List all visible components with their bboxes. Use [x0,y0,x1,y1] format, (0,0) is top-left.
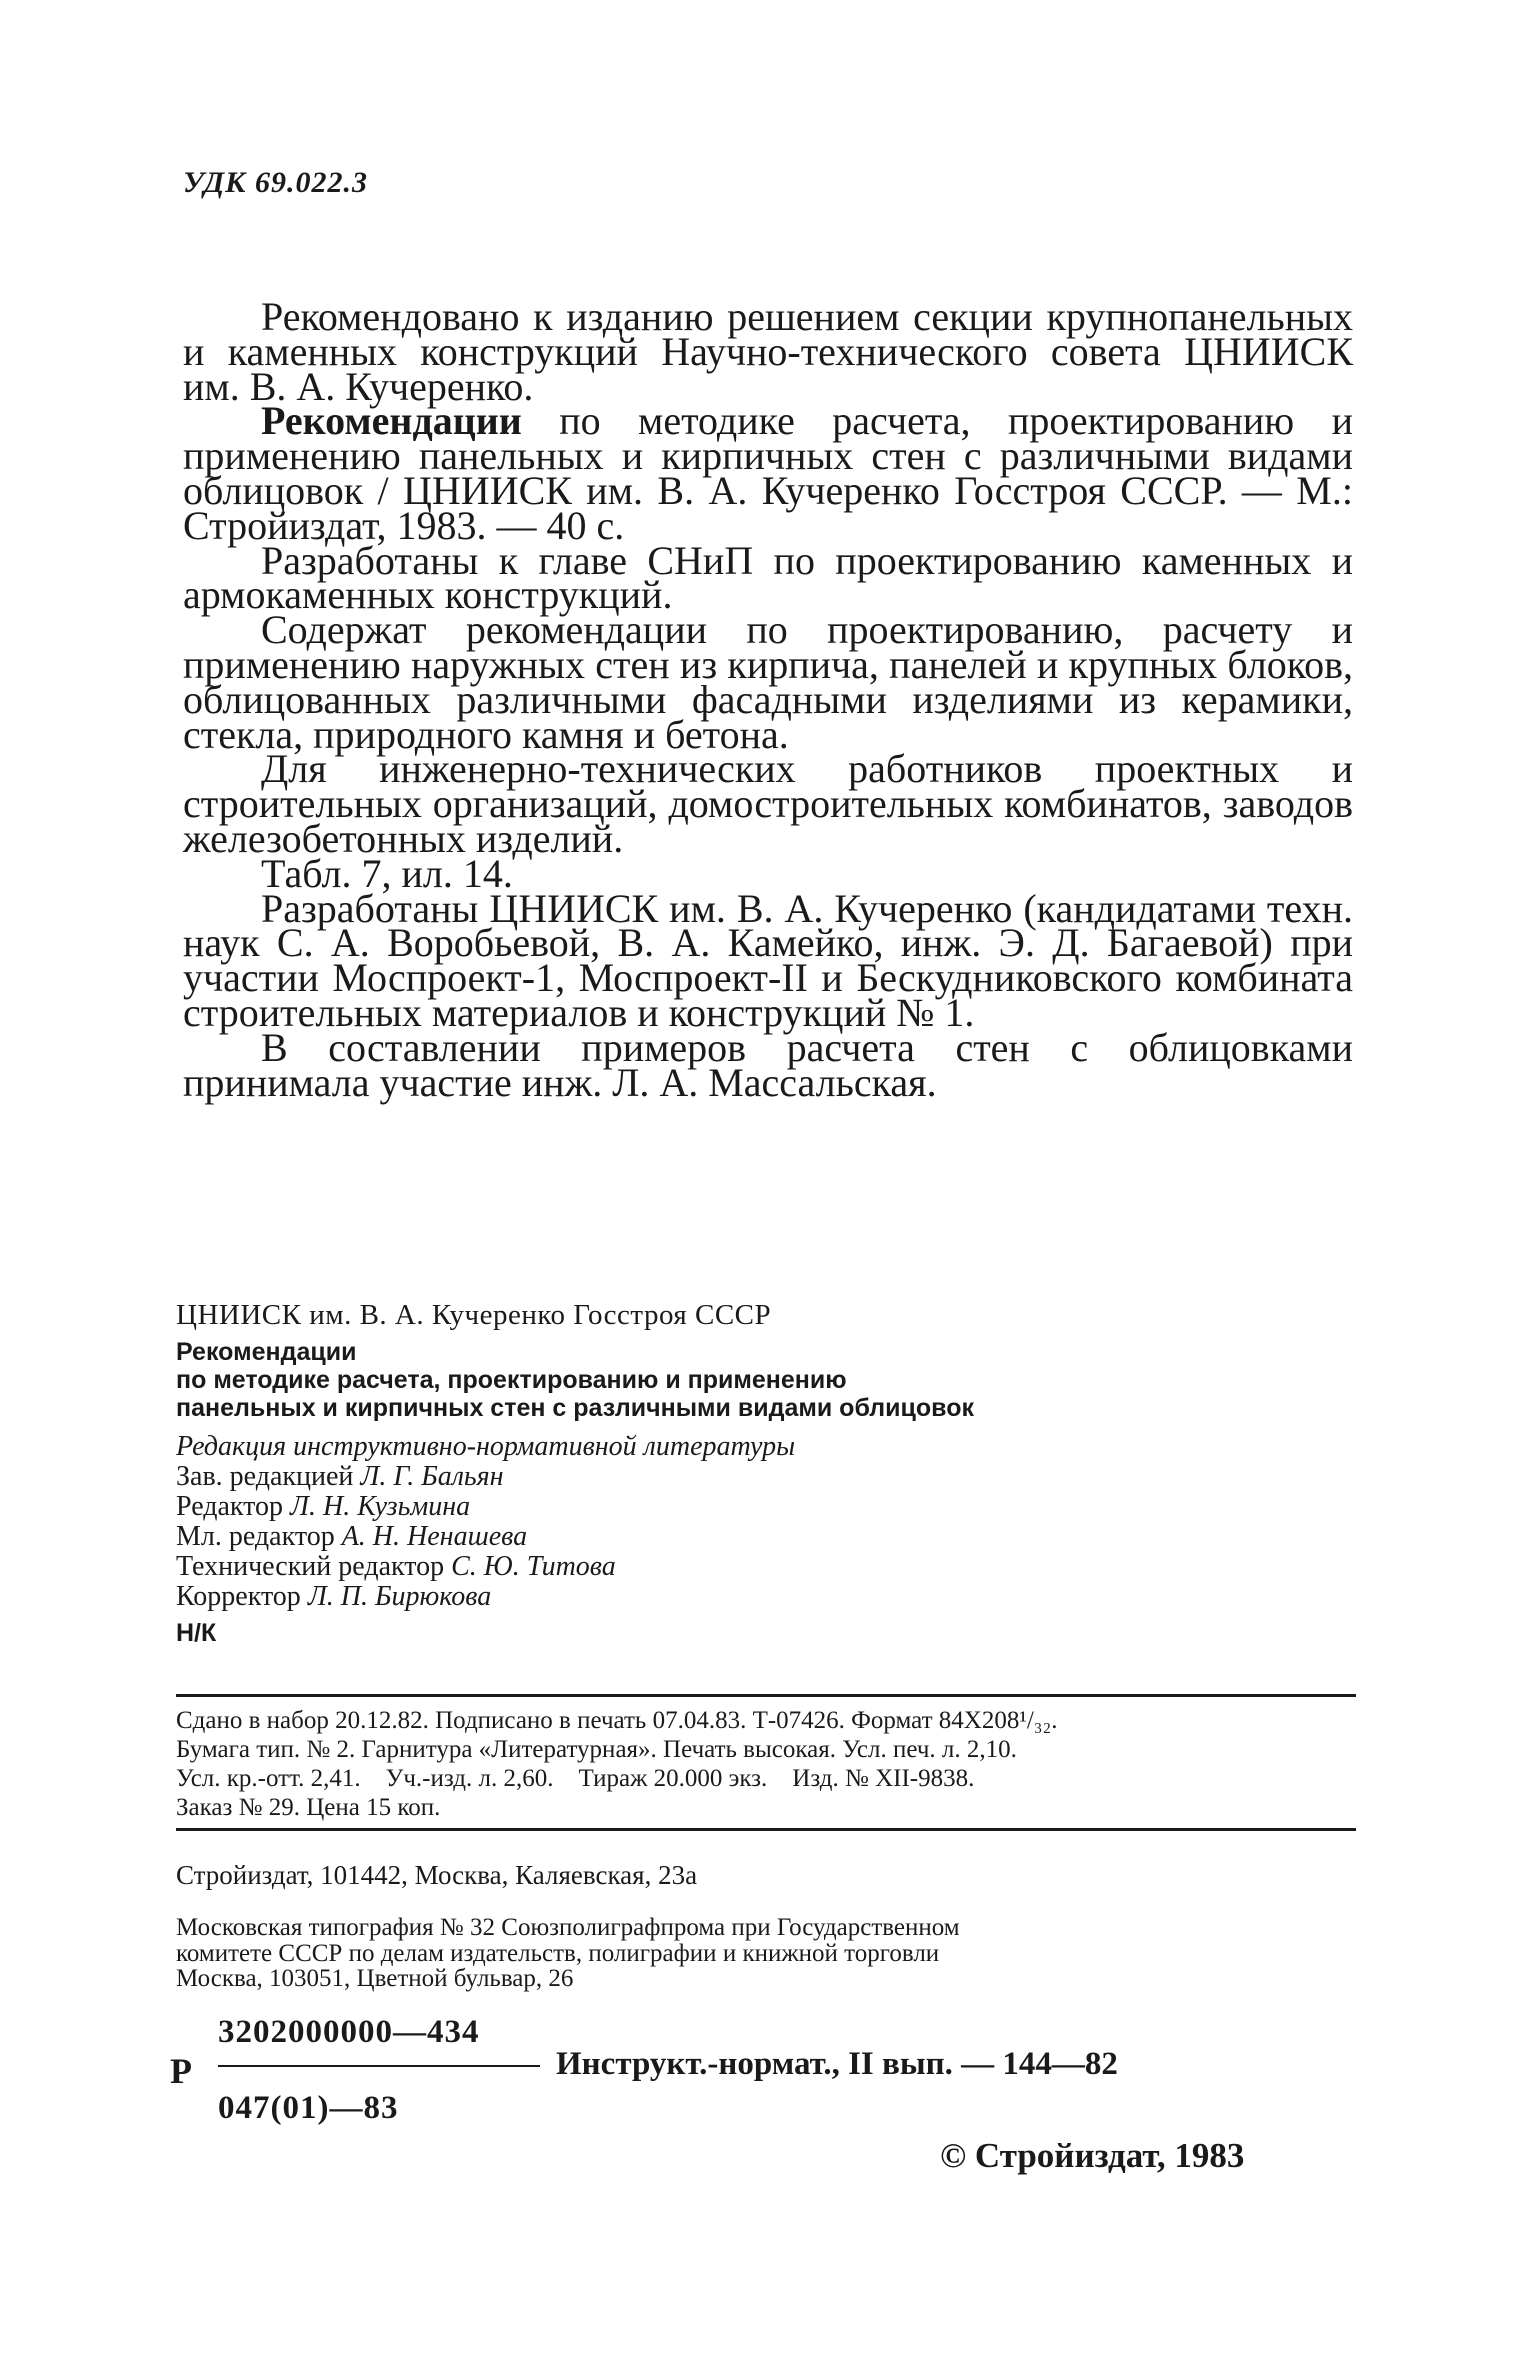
annotation-developed-for: Разработаны к главе СНиП по проектированию каменных и армокаменных конструкций. [183,537,1353,618]
staff-role: Корректор [176,1581,308,1612]
classification-fraction-line [218,2065,540,2067]
annotation-bibliographic [183,398,1353,548]
udk-code: УДК 69.022.3 [183,166,369,199]
staff-role: Технический редактор [176,1551,452,1582]
printing-house [176,1915,1356,1992]
imprint-block [176,1300,1356,1648]
imprint-hk-mark: Н/К [176,1619,217,1647]
staff-role: Мл. редактор [176,1521,342,1552]
series-info: Инструкт.-нормат., II вып. — 144—82 [556,2046,1118,2082]
top-divider [176,1694,1356,1697]
annotation-examples: В составлении примеров расчета стен с облицовками принимала участие инж. Л. А. Массальская. [183,1024,1353,1105]
tech-line: Бумага тип. № 2. Гарнитура «Литературная». Печать высокая. Усл. печ. л. 2,10. [176,1736,1017,1763]
staff-role: Зав. редакцией [176,1461,361,1492]
staff-name: Л. П. Бирюкова [307,1581,492,1612]
imprint-staff-row [176,1582,1356,1612]
imprint-title-line-1: Рекомендации [176,1338,357,1366]
press-line: Московская типография № 32 Союзполиграфпрома при Государственном [176,1914,960,1941]
annotation-tables: Табл. 7, ил. 14. [261,850,513,896]
classification-denominator: 047(01)—83 [218,2090,399,2126]
imprint-staff-row [176,1462,1356,1492]
imprint-staff-row [176,1552,1356,1582]
publisher-address: Стройиздат, 101442, Москва, Каляевская, 23а [176,1860,698,1890]
imprint-staff-row [176,1492,1356,1522]
annotation-authors: Разработаны ЦНИИСК им. В. А. Кучеренко (кандидатами техн. наук С. А. Воробьевой, В. А. Камейко, инж. Э. Д. Багаевой) при участии Моспроект-1, Моспроект-II и Бескудниковского комбината строительных материалов и конструкций № 1. [183,885,1353,1035]
annotation-title-bold: Рекомендации [261,398,522,444]
press-line: Москва, 103051, Цветной бульвар, 26 [176,1965,574,1992]
annotation-recommendation: Рекомендовано к изданию решением секции крупнопанельных и каменных конструкций Научно-технического совета ЦНИИСК им. В. А. Кучеренко. [183,294,1353,409]
annotation-contents: Содержат рекомендации по проектированию, расчету и применению наружных стен из кирпича, панелей и крупных блоков, облицованных различными фасадными изделиями из керамики, стекла, природного камня и бетона. [183,607,1353,757]
staff-name: Л. Г. Бальян [360,1461,504,1492]
annotation-bibliographic-rest: по методике расчета, проектированию и применению панельных и кирпичных стен с различными видами облицовок / ЦНИИСК им. В. А. Кучеренко Госстроя СССР. — М.: Стройиздат, 1983. — 40 с. [183,398,1353,548]
technical-data [176,1706,1356,1822]
tech-line: Сдано в набор 20.12.82. Подписано в печать 07.04.83. Т-07426. Формат 84Х208¹/₃₂. [176,1707,1058,1734]
staff-role: Редактор [176,1491,291,1522]
imprint-title-line-3: панельных и кирпичных стен с различными видами облицовок [176,1394,974,1422]
press-line: комитете СССР по делам издательств, полиграфии и книжной торговли [176,1939,940,1967]
copyright-notice: © Стройиздат, 1983 [940,2136,1245,2175]
bottom-divider [176,1828,1356,1831]
classification-numerator: 3202000000—434 [218,2014,480,2050]
imprint-title [176,1338,1356,1422]
staff-name: С. Ю. Титова [451,1551,616,1582]
imprint-staff-row [176,1522,1356,1552]
staff-name: Л. Н. Кузьмина [290,1491,471,1522]
classification-letter: Р [170,2051,192,2091]
annotation-audience: Для инженерно-технических работников проектных и строительных организаций, домостроительных комбинатов, заводов железобетонных изделий. [183,746,1353,861]
annotation [183,294,1353,1105]
tech-line: Заказ № 29. Цена 15 коп. [176,1794,441,1821]
imprint-edition: Редакция инструктивно-нормативной литературы [176,1431,796,1462]
imprint-organization: ЦНИИСК им. В. А. Кучеренко Госстроя СССР [176,1299,772,1331]
imprint-title-line-2: по методике расчета, проектированию и применению [176,1366,847,1394]
tech-line: Усл. кр.-отт. 2,41. Уч.-изд. л. 2,60. Тираж 20.000 экз. Изд. № XII-9838. [176,1765,975,1792]
staff-name: А. Н. Ненашева [341,1521,528,1552]
